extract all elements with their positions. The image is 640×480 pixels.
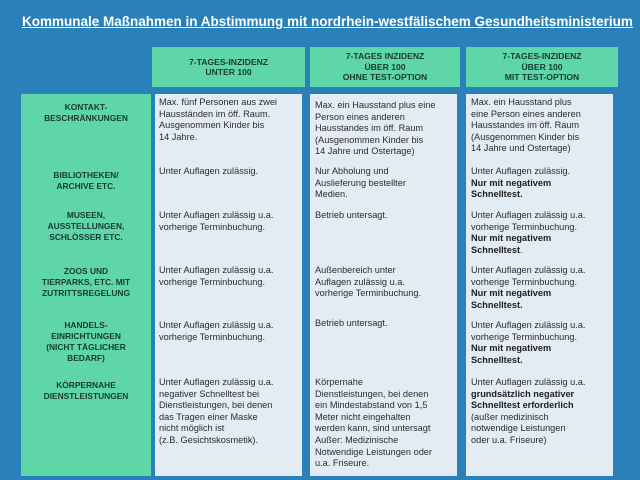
cell-line: werden kann, sind untersagt	[315, 423, 431, 434]
column-header-line: UNTER 100	[205, 67, 252, 77]
row-label-koerpernahe	[21, 380, 151, 402]
cell-line-bold: Nur mit negativem	[471, 233, 552, 244]
cell-line: vorherige Terminbuchung.	[315, 288, 422, 299]
cell-handel-under-100	[159, 320, 305, 343]
row-label-line: BIBLIOTHEKEN/	[53, 170, 119, 180]
column-header-line: 7-TAGES-INZIDENZ	[188, 56, 269, 67]
row-label-line: ZOOS UND	[63, 266, 109, 276]
cell-line: Körpernahe	[315, 377, 364, 387]
cell-line-punct: .	[520, 244, 523, 255]
cell-line: vorherige Terminbuchung.	[471, 331, 578, 342]
row-label-line: BEDARF)	[67, 353, 105, 363]
cell-line: Unter Auflagen zulässig u.a.	[471, 265, 586, 275]
row-label-line: EINRICHTUNGEN	[51, 331, 121, 341]
cell-line: Nur Abholung und	[315, 166, 389, 176]
cell-line: Person eines anderen	[315, 111, 405, 122]
cell-line: 14 Jahre und Ostertage)	[471, 143, 571, 154]
cell-line: eine Person eines anderen	[471, 108, 581, 119]
column-header-line: 7-TAGES INZIDENZ	[345, 51, 425, 62]
row-label-line: DIENSTLEISTUNGEN	[43, 391, 129, 401]
cell-line: vorherige Terminbuchung.	[159, 331, 266, 342]
row-label-handel	[21, 320, 151, 364]
cell-line: Unter Auflagen zulässig u.a.	[159, 377, 274, 387]
cell-bibliotheken-with-test	[471, 166, 617, 201]
column-header-over-100-no-test	[310, 47, 460, 87]
cell-line-bold: grundsätzlich negativer	[471, 388, 575, 399]
cell-bibliotheken-under-100	[159, 166, 305, 178]
cell-line: Hausstandes im öff. Raum	[471, 120, 580, 131]
cell-line: Unter Auflagen zulässig u.a.	[159, 210, 274, 220]
cell-line: Unter Auflagen zulässig.	[159, 166, 259, 176]
cell-line: Dienstleistungen, bei denen	[315, 388, 429, 399]
cell-line: Unter Auflagen zulässig u.a.	[471, 210, 586, 220]
cell-line: (Ausgenommen Kinder bis	[315, 134, 424, 145]
cell-line: u.a. Friseure.	[315, 458, 370, 469]
cell-koerpernahe-under-100	[159, 377, 305, 447]
cell-line: vorherige Terminbuchung.	[159, 276, 266, 287]
cell-line: Hausständen im öff. Raum.	[159, 108, 271, 119]
column-header-line: ÜBER 100	[521, 61, 563, 72]
cell-line-bold: Schnelltest.	[471, 189, 523, 200]
row-label-line: ARCHIVE ETC.	[56, 181, 116, 191]
cell-line: Meter nicht eingehalten	[315, 411, 411, 422]
cell-line: Unter Auflagen zulässig u.a.	[471, 377, 586, 387]
row-label-kontakt	[21, 102, 151, 124]
column-header-line: MIT TEST-OPTION	[504, 72, 580, 83]
cell-line: (Ausgenommen Kinder bis	[471, 131, 580, 142]
cell-line: Außenbereich unter	[315, 265, 396, 275]
row-label-line: ZUTRITTSREGELUNG	[42, 288, 130, 298]
cell-line-bold: Nur mit negativem	[471, 288, 552, 299]
cell-line: Auflagen zulässig u.a.	[315, 276, 405, 287]
cell-zoos-under-100	[159, 265, 305, 288]
cell-handel-no-test	[315, 318, 461, 330]
cell-kontakt-no-test	[315, 100, 461, 158]
cell-line-bold: Schnelltest	[471, 244, 521, 255]
cell-line: negativer Schnelltest bei	[159, 388, 260, 399]
row-label-line: KÖRPERNAHE	[56, 380, 116, 390]
column-header-over-100-with-test	[466, 47, 618, 87]
cell-line: Unter Auflagen zulässig u.a.	[159, 265, 274, 275]
cell-line: Ausgenommen Kinder bis	[159, 120, 265, 131]
cell-line: Medien.	[315, 189, 348, 200]
cell-line: Unter Auflagen zulässig u.a.	[471, 320, 586, 330]
cell-line: das Tragen einer Maske	[159, 411, 258, 422]
cell-line: Notwendige Leistungen oder	[315, 446, 432, 457]
cell-line: (z.B. Gesichtskosmetik).	[159, 434, 259, 445]
cell-koerpernahe-no-test	[315, 377, 461, 470]
cell-zoos-with-test	[471, 265, 617, 311]
cell-handel-with-test	[471, 320, 617, 366]
cell-line-bold: Nur mit negativem	[471, 177, 552, 188]
column-header-line: ÜBER 100	[364, 61, 406, 72]
cell-line: Betrieb untersagt.	[315, 318, 388, 328]
cell-line: vorherige Terminbuchung.	[471, 221, 578, 232]
row-label-bibliotheken	[21, 170, 151, 192]
row-label-zoos	[21, 266, 151, 299]
column-header-under-100	[152, 47, 305, 87]
cell-line: Auslieferung bestellter	[315, 177, 406, 188]
cell-line-bold: Schnelltest.	[471, 354, 523, 365]
cell-museen-under-100	[159, 210, 305, 233]
cell-museen-with-test	[471, 210, 617, 256]
cell-line: 14 Jahre und Ostertage)	[315, 146, 415, 157]
row-label-line: (NICHT TÄGLICHER	[46, 342, 126, 352]
cell-line: nicht möglich ist	[159, 423, 225, 434]
cell-line: Unter Auflagen zulässig.	[471, 166, 571, 176]
row-label-museen	[21, 210, 151, 243]
cell-line: Unter Auflagen zulässig u.a.	[159, 320, 274, 330]
cell-zoos-no-test	[315, 265, 461, 300]
row-label-line: KONTAKT-	[64, 102, 108, 112]
row-label-line: AUSSTELLUNGEN,	[47, 221, 125, 231]
cell-line: Außer: Medizinische	[315, 434, 399, 445]
cell-line: Dienstleistungen, bei denen	[159, 400, 273, 411]
cell-kontakt-under-100	[159, 97, 305, 143]
row-label-line: MUSEEN,	[66, 210, 106, 220]
cell-koerpernahe-with-test	[471, 377, 617, 447]
cell-kontakt-with-test	[471, 97, 617, 155]
cell-line-bold: Nur mit negativem	[471, 343, 552, 354]
cell-line-bold: Schnelltest erforderlich	[471, 400, 574, 411]
cell-line: Max. ein Hausstand plus	[471, 97, 572, 107]
row-label-line: SCHLÖSSER ETC.	[49, 232, 123, 242]
cell-line: (außer medizinisch	[471, 411, 549, 422]
cell-line: oder u.a. Friseure)	[471, 434, 547, 445]
cell-line: Max. fünf Personen aus zwei	[159, 97, 277, 107]
cell-line: 14 Jahre.	[159, 131, 198, 142]
cell-museen-no-test	[315, 210, 461, 222]
row-label-line: TIERPARKS, ETC. MIT	[41, 277, 131, 287]
cell-line: notwendige Leistungen	[471, 423, 566, 434]
row-label-line: BESCHRÄNKUNGEN	[44, 113, 128, 123]
cell-line: vorherige Terminbuchung.	[159, 221, 266, 232]
page-title: Kommunale Maßnahmen in Abstimmung mit nordrhein-westfälischem Gesundheitsministerium	[22, 14, 633, 29]
cell-line: vorherige Terminbuchung.	[471, 276, 578, 287]
cell-bibliotheken-no-test	[315, 166, 461, 201]
column-header-line: OHNE TEST-OPTION	[342, 72, 428, 83]
column-header-line: 7-TAGES-INZIDENZ	[502, 51, 582, 62]
cell-line: ein Mindestabstand von 1,5	[315, 400, 428, 411]
row-label-line: HANDELS-	[64, 320, 108, 330]
cell-line-bold: Schnelltest.	[471, 299, 523, 310]
cell-line: Max. ein Hausstand plus eine	[315, 100, 436, 110]
cell-line: Betrieb untersagt.	[315, 210, 388, 220]
cell-line: Hausstandes im öff. Raum	[315, 123, 424, 134]
